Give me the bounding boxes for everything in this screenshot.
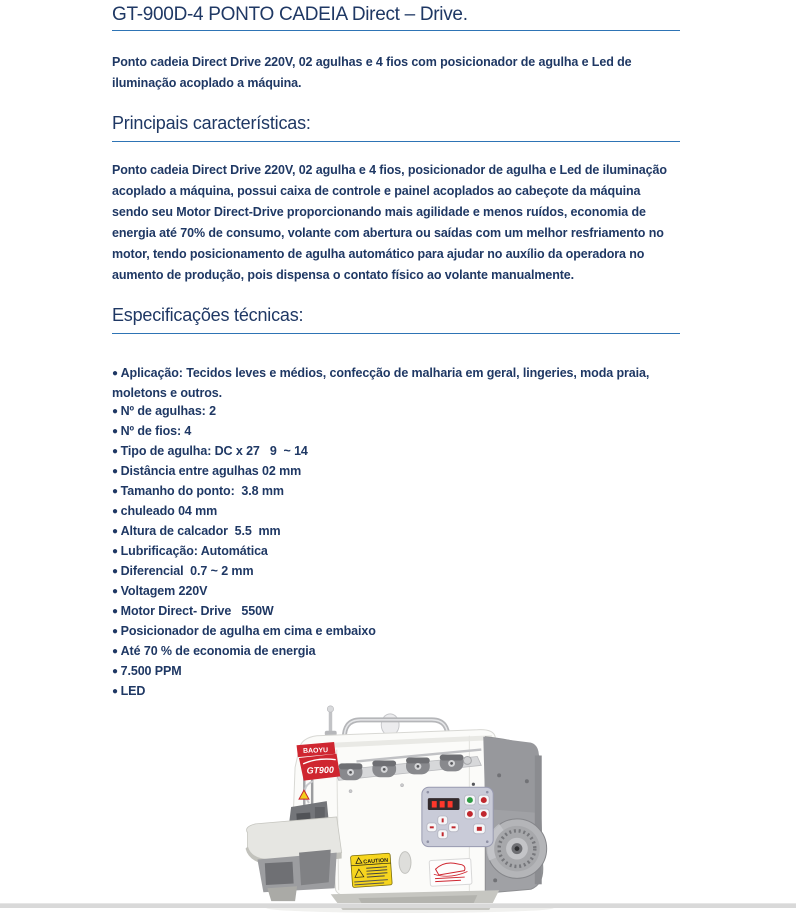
spec-item: ● Nº de agulhas: 2 <box>112 402 680 422</box>
handwheel-pulley <box>487 819 547 878</box>
spec-item: ● LED <box>112 682 680 702</box>
model-label <box>429 858 472 886</box>
page-bottom-bar <box>0 903 796 908</box>
sewing-machine-illustration <box>238 704 578 914</box>
brand-logo <box>296 742 340 781</box>
spec-item: ● Nº de fios: 4 <box>112 422 680 442</box>
spec-item: ● Lubrificação: Automática <box>112 542 680 562</box>
spec-item: ● chuleado 04 mm <box>112 502 680 522</box>
body-screw <box>349 790 352 793</box>
body-screw <box>400 784 403 787</box>
latch-indent <box>399 852 411 874</box>
caution-text: CAUTION <box>363 857 389 866</box>
brand-text: BAOYU <box>302 747 329 755</box>
control-panel <box>422 783 493 847</box>
product-photo <box>238 704 578 914</box>
spec-item: ● Voltagem 220V <box>112 582 680 602</box>
spec-item: ● Tipo de agulha: DC x 27 9 ~ 14 <box>112 442 680 462</box>
spec-item: ● Até 70 % de economia de energia <box>112 642 680 662</box>
page-title: GT-900D-4 PONTO CADEIA Direct – Drive. <box>112 2 680 31</box>
spec-item: ● Motor Direct- Drive 550W <box>112 602 680 622</box>
thread-guide-pin <box>325 706 337 736</box>
spec-item: ● Diferencial 0.7 ~ 2 mm <box>112 562 680 582</box>
spec-item: ● 7.500 PPM <box>112 662 680 682</box>
heading-principais-caracteristicas: Principais características: <box>112 111 680 142</box>
spec-item: ● Posicionador de agulha em cima e embaixo <box>112 622 680 642</box>
spec-item: ● Altura de calcador 5.5 mm <box>112 522 680 542</box>
intro-paragraph: Ponto cadeia Direct Drive 220V, 02 agulhas e 4 fios com posicionador de agulha e Led de iluminação acoplado a máquina. <box>112 55 632 90</box>
spec-item: ● Aplicação: Tecidos leves e médios, confecção de malharia em geral, lingeries, moda praia, moletons e outros. <box>112 364 680 402</box>
heading-especificacoes-tecnicas: Especificações técnicas: <box>112 303 680 334</box>
model-text: GT900 <box>306 764 334 776</box>
caracteristicas-paragraph: Ponto cadeia Direct Drive 220V, 02 agulha e 4 fios, posicionador de agulha e Led de iluminação acoplado a máquina, possui caixa de controle e painel acoplados ao cabeçote da máquina sendo seu Motor Direct-Drive proporcionando mais agilidade e menos ruídos, economia de energia até 70% de consumo, volante com abertura ou saídas com um melhor resfriamento no motor, tendo posicionamento de agulha automático para ajudar no auxílio da operadora no aumento de produção, pois dispensa o contato físico ao volante manualmente. <box>112 163 667 282</box>
caution-label <box>350 853 392 887</box>
spec-item: ● Distância entre agulhas 02 mm <box>112 462 680 482</box>
spec-list <box>112 364 680 702</box>
spec-item: ● Tamanho do ponto: 3.8 mm <box>112 482 680 502</box>
